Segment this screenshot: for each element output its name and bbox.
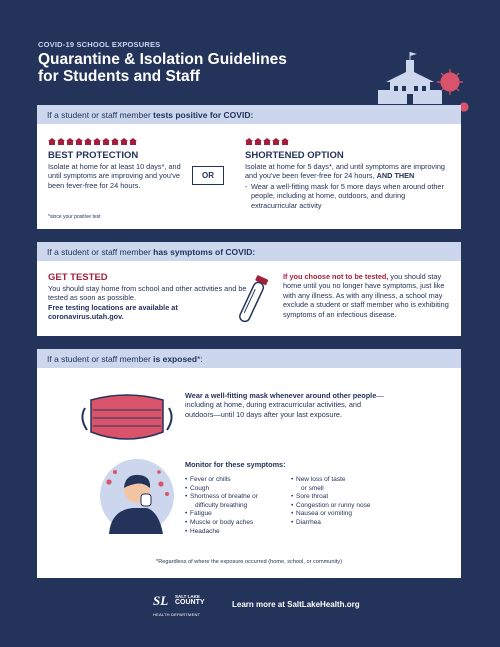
header-prefix: If a student or staff member xyxy=(47,353,151,364)
symptom-text: Fatigue xyxy=(190,510,212,518)
bullet-dash: - xyxy=(245,182,248,191)
house-icon xyxy=(93,138,101,145)
mask-text: —including at home, during extracurricular activities, and outdoors—until 10 days after your last exposure. xyxy=(185,391,384,419)
symptom-text: New loss of taste xyxy=(296,476,346,483)
house-icon xyxy=(111,138,119,145)
symptom-item xyxy=(291,519,421,528)
house-icon xyxy=(84,138,92,145)
house-icon xyxy=(263,138,271,145)
shortened-bullet-text: Wear a well-fitting mask for 5 more days when around other people, including at home, outdoors, and during extracurricular activity xyxy=(251,182,444,210)
header-prefix: If a student or staff member xyxy=(47,109,151,120)
get-tested-text xyxy=(48,284,253,322)
shortened-option-title: SHORTENED OPTION xyxy=(245,150,344,161)
not-tested-body: you should stay home until you no longer have symptoms, just like with any illness. As with any illness, a school may exclude a student or staff member who is exhibiting symptoms of an infectious disease. xyxy=(283,272,449,319)
learn-more-link[interactable]: Learn more at SaltLakeHealth.org xyxy=(232,600,360,609)
symptom-text-cont: or smell xyxy=(301,484,324,492)
positive-section-panel xyxy=(37,124,461,229)
exposed-section-header xyxy=(37,349,461,368)
house-icon xyxy=(75,138,83,145)
header-prefix: If a student or staff member xyxy=(47,246,151,257)
header-bold: has symptoms of COVID: xyxy=(153,246,256,257)
symptom-text: Fever or chills xyxy=(190,476,231,483)
house-icon xyxy=(281,138,289,145)
symptom-text: Sore throat xyxy=(296,493,329,501)
monitor-title: Monitor for these symptoms: xyxy=(185,460,286,469)
symptom-item xyxy=(185,510,285,519)
logo-sub: HEALTH DEPARTMENT xyxy=(153,612,201,617)
symptoms-list-1 xyxy=(185,476,285,536)
house-icon xyxy=(254,138,262,145)
mask-instructions xyxy=(185,391,385,419)
header-bold: tests positive for COVID: xyxy=(153,109,254,120)
or-badge: OR xyxy=(192,166,224,185)
best-footnote: *since your positive test xyxy=(48,214,101,220)
best-protection-title: BEST PROTECTION xyxy=(48,150,139,161)
header-bold: is exposed xyxy=(153,353,198,364)
symptom-text: Nausea or vomiting xyxy=(296,510,352,518)
not-tested-lead: If you choose not to be tested, xyxy=(283,272,389,281)
symptom-text: Cough xyxy=(190,484,210,492)
sick-person-icon xyxy=(97,456,177,534)
symptom-item xyxy=(185,485,285,494)
houses-10-icon xyxy=(48,138,137,145)
symptom-item xyxy=(185,476,285,485)
page-title xyxy=(38,51,287,85)
symptom-item xyxy=(291,476,421,493)
shortened-text-bold: AND THEN xyxy=(376,171,415,181)
mask-bold: Wear a well-fitting mask whenever around other people xyxy=(185,391,377,400)
positive-section-header xyxy=(37,105,461,124)
logo-text xyxy=(175,594,205,606)
eyebrow: COVID-19 SCHOOL EXPOSURES xyxy=(38,40,161,49)
test-tube-icon xyxy=(232,271,272,331)
symptom-text: Shortness of breathe or xyxy=(190,493,258,501)
best-protection-text: Isolate at home for at least 10 days*, and until symptoms are improving and you've been fever-free for 24 hours. xyxy=(48,162,181,190)
logo-line-2: COUNTY xyxy=(175,599,205,606)
houses-5-icon xyxy=(245,138,289,145)
symptom-text: Headache xyxy=(190,527,220,535)
exposed-section-panel xyxy=(37,368,461,578)
house-icon xyxy=(129,138,137,145)
symptom-item xyxy=(185,519,285,528)
symptoms-list-2 xyxy=(291,476,421,528)
title-line-1: Quarantine & Isolation Guidelines xyxy=(38,51,287,68)
house-icon xyxy=(102,138,110,145)
house-icon xyxy=(66,138,74,145)
house-icon xyxy=(272,138,280,145)
symptom-item xyxy=(291,493,421,502)
not-tested-text xyxy=(283,272,455,319)
exposed-footnote: *Regardless of where the exposure occurred (home, school, or community) xyxy=(156,559,342,565)
symptom-item xyxy=(291,502,421,511)
symptom-item xyxy=(185,493,285,510)
school-icon xyxy=(378,52,442,104)
symptom-text-cont: difficulty breathing xyxy=(195,501,248,509)
header-suffix: *: xyxy=(197,353,203,364)
house-icon xyxy=(57,138,65,145)
slco-logo xyxy=(153,593,213,619)
face-mask-icon xyxy=(77,390,177,446)
house-icon xyxy=(245,138,253,145)
get-tested-title: GET TESTED xyxy=(48,272,108,283)
symptom-text: Congestion or runny nose xyxy=(296,501,371,509)
shortened-option-text xyxy=(245,162,455,181)
testing-url: coronavirus.utah.gov. xyxy=(48,312,124,322)
symptoms-section-header xyxy=(37,242,461,261)
title-line-2: for Students and Staff xyxy=(38,68,200,85)
logo-mark: SL xyxy=(153,593,169,608)
house-icon xyxy=(120,138,128,145)
shortened-bullet xyxy=(245,182,453,210)
symptom-item xyxy=(291,510,421,519)
symptom-text: Diarrhea xyxy=(296,518,321,526)
shortened-text-plain: Isolate at home for 5 days*, and until symptoms are improving and you've been fever-free for 24 hours, xyxy=(245,162,445,181)
symptoms-section-panel xyxy=(37,261,461,336)
get-tested-body: You should stay home from school and other activities and be tested as soon as possible. xyxy=(48,284,247,303)
symptom-text: Muscle or body aches xyxy=(190,518,254,526)
logo-line-1: SALT LAKE xyxy=(175,594,200,599)
testing-locations-line: Free testing locations are available at xyxy=(48,302,178,312)
symptom-item xyxy=(185,528,285,537)
house-icon xyxy=(48,138,56,145)
